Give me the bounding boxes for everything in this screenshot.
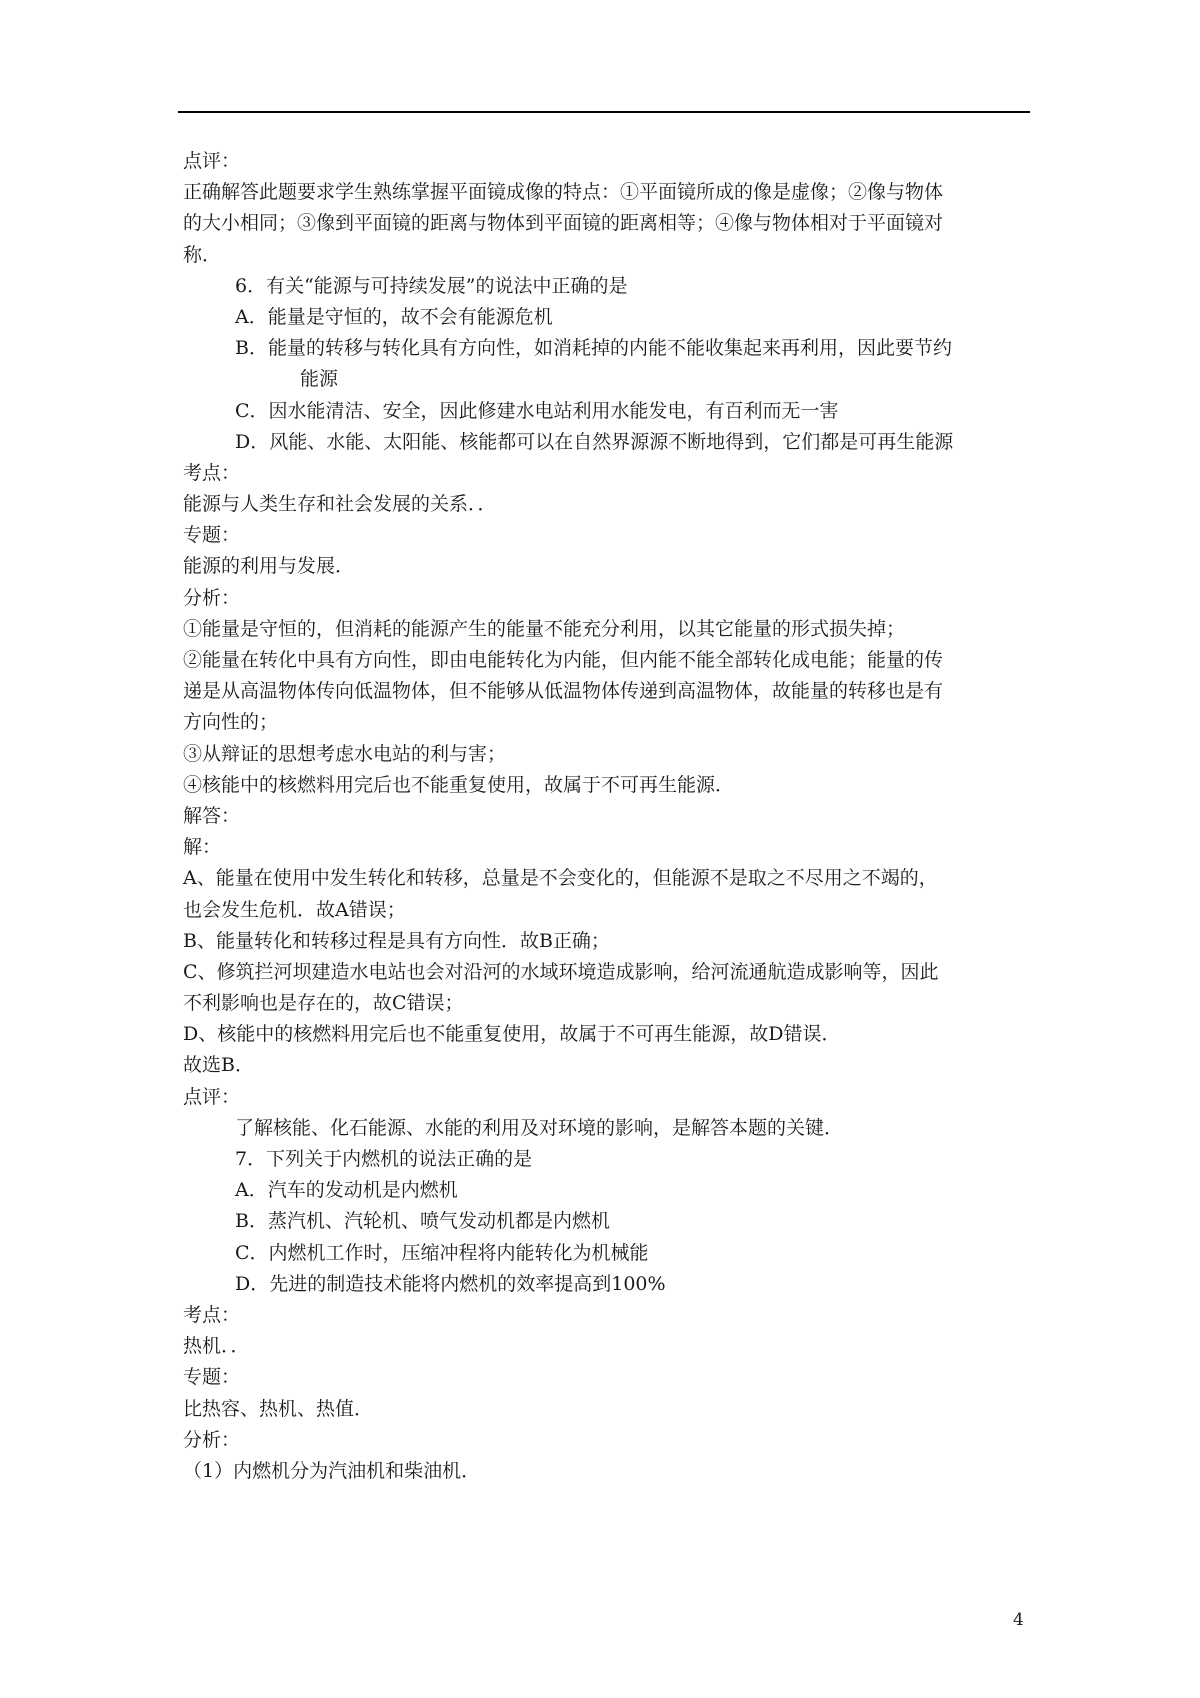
text-line: B．能量的转移与转化具有方向性，如消耗掉的内能不能收集起来再利用，因此要节约 (235, 337, 952, 360)
text-line: 不利影响也是存在的，故C错误； (183, 992, 464, 1015)
text-line: 方向性的； (183, 711, 279, 734)
text-line: C．内燃机工作时，压缩冲程将内能转化为机械能 (235, 1241, 649, 1264)
text-line: 也会发生危机．故A错误； (183, 898, 406, 921)
text-line: 比热容、热机、热值． (183, 1397, 374, 1420)
header-rule (178, 111, 1030, 113)
text-line: ④核能中的核燃料用完后也不能重复使用，故属于不可再生能源． (183, 773, 735, 796)
text-line: 考点： (183, 461, 241, 484)
text-line: 考点： (183, 1303, 241, 1326)
text-line: 称． (183, 243, 222, 266)
text-line: 的大小相同；③像到平面镜的距离与物体到平面镜的距离相等；④像与物体相对于平面镜对 (183, 212, 944, 235)
text-line: ③从辩证的思想考虑水电站的利与害； (183, 742, 507, 765)
text-line: A、能量在使用中发生转化和转移，总量是不会变化的，但能源不是取之不尽用之不竭的， (183, 867, 938, 890)
text-line: 6．有关“能源与可持续发展”的说法中正确的是 (235, 274, 628, 297)
text-line: 正确解答此题要求学生熟练掌握平面镜成像的特点：①平面镜所成的像是虚像；②像与物体 (183, 181, 944, 204)
text-line: ②能量在转化中具有方向性，即由电能转化为内能，但内能不能全部转化成电能；能量的传 (183, 649, 944, 671)
text-line: （1）内燃机分为汽油机和柴油机． (183, 1459, 481, 1482)
text-line: ①能量是守恒的，但消耗的能源产生的能量不能充分利用，以其它能量的形式损失掉； (183, 617, 906, 640)
text-line: 递是从高温物体传向低温物体，但不能够从低温物体传递到高温物体，故能量的转移也是有 (183, 680, 944, 703)
text-line: 分析： (183, 586, 241, 609)
text-line: 能源 (300, 368, 339, 391)
text-line: 了解核能、化石能源、水能的利用及对环境的影响，是解答本题的关键． (235, 1116, 844, 1139)
text-line: 专题： (183, 1366, 241, 1389)
text-line: 能源的利用与发展． (183, 555, 355, 578)
text-line: 能源与人类生存和社会发展的关系．． (183, 493, 497, 516)
document-body (183, 146, 1033, 1487)
text-line: B．蒸汽机、汽轮机、喷气发动机都是内燃机 (235, 1210, 610, 1233)
text-line: 解答： (183, 804, 241, 827)
text-line: 分析： (183, 1428, 241, 1451)
text-line: C．因水能清洁、安全，因此修建水电站利用水能发电，有百利而无一害 (235, 399, 839, 422)
text-line: A．能量是守恒的，故不会有能源危机 (235, 305, 553, 328)
text-line: 7．下列关于内燃机的说法正确的是 (235, 1148, 533, 1170)
text-line: 热机．． (183, 1335, 250, 1358)
text-line: 故选B． (183, 1054, 254, 1077)
text-line: 点评： (183, 150, 241, 172)
text-line: B、能量转化和转移过程是具有方向性．故B正确； (183, 929, 610, 952)
page-number: 4 (1013, 1610, 1024, 1630)
text-line: 解： (183, 836, 222, 859)
text-line: D．先进的制造技术能将内燃机的效率提高到100% (235, 1272, 666, 1295)
text-line: 点评： (183, 1085, 241, 1108)
text-line: C、修筑拦河坝建造水电站也会对沿河的水域环境造成影响，给河流通航造成影响等，因此 (183, 960, 939, 983)
text-line: D．风能、水能、太阳能、核能都可以在自然界源源不断地得到，它们都是可再生能源 (235, 430, 954, 453)
text-line: A．汽车的发动机是内燃机 (235, 1179, 458, 1202)
text-line: 专题： (183, 524, 241, 547)
text-line: D、核能中的核燃料用完后也不能重复使用，故属于不可再生能源，故D错误． (183, 1023, 841, 1046)
